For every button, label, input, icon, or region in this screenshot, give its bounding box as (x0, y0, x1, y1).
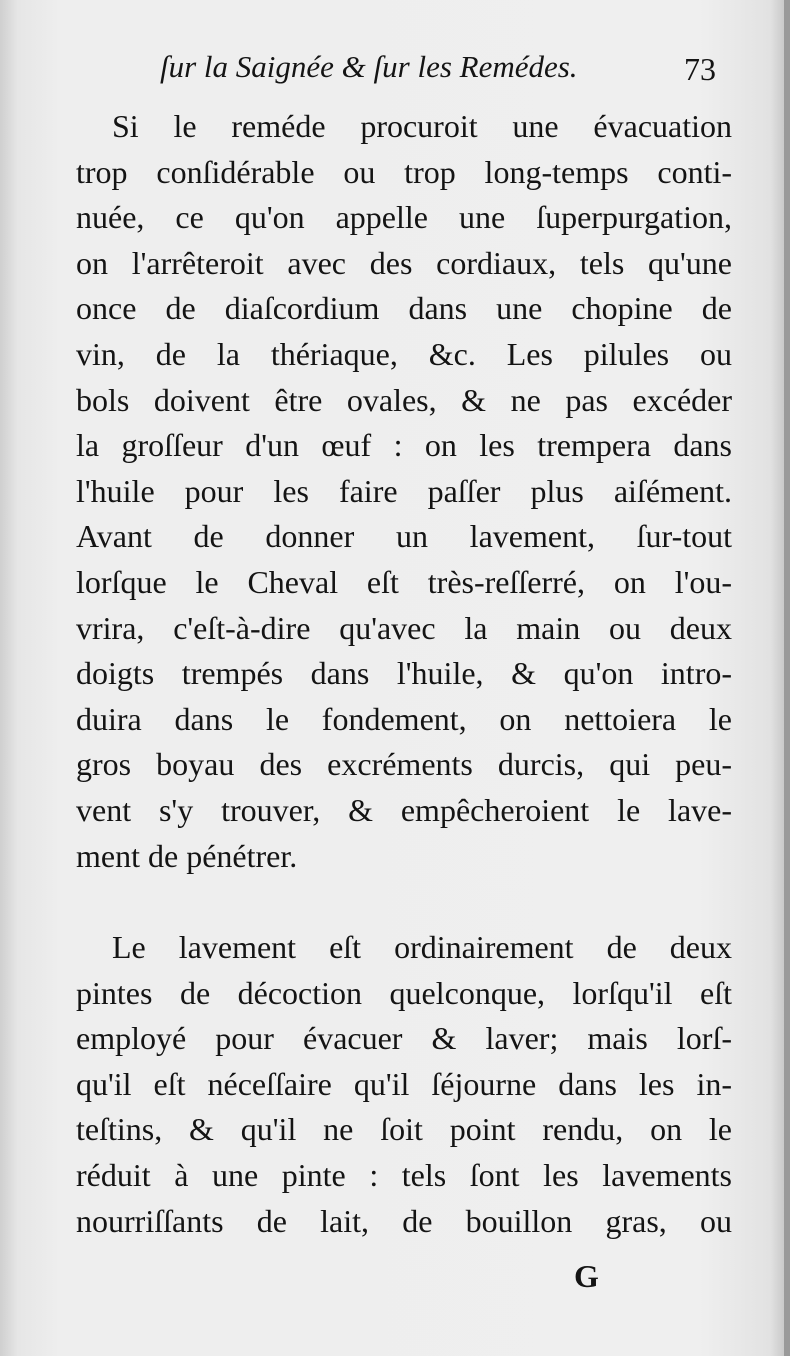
text-line: lorſque le Cheval eſt très-reſſerré, on l'ou- (76, 563, 732, 600)
text-line: trop conſidérable ou trop long-temps conti- (76, 153, 732, 190)
text-line: once de diaſcordium dans une chopine de (76, 290, 732, 327)
text-line: bols doivent être ovales, & ne pas excéder (76, 381, 732, 418)
text-line: duira dans le fondement, on nettoiera le (76, 700, 732, 737)
text-line: nourriſſants de lait, de bouillon gras, ou (76, 1202, 732, 1239)
text-line: Le lavement eſt ordinairement de deux (112, 929, 732, 965)
paragraph-1 (76, 104, 732, 879)
text-line: la groſſeur d'un œuf : on les trempera dans (76, 427, 732, 464)
text-line: réduit à une pinte : tels ſont les lavements (76, 1156, 732, 1193)
text-line: Avant de donner un lavement, ſur-tout (76, 518, 732, 555)
text-line: ment de pénétrer. (76, 837, 298, 874)
text-line: vent s'y trouver, & empêcheroient le lave- (76, 791, 732, 828)
page-number: 73 (684, 51, 716, 87)
text-line: qu'il eſt néceſſaire qu'il ſéjourne dans les in- (76, 1065, 732, 1102)
text-line: l'huile pour les faire paſſer plus aiſément. (76, 472, 732, 509)
text-line: employé pour évacuer & laver; mais lorſ- (76, 1020, 732, 1057)
text-line: pintes de décoction quelconque, lorſqu'il eſt (76, 974, 732, 1011)
signature-mark: G (574, 1258, 599, 1294)
paragraph-2 (76, 925, 732, 1244)
text-line: vrira, c'eſt-à-dire qu'avec la main ou deux (76, 609, 732, 646)
text-line: doigts trempés dans l'huile, & qu'on intro- (76, 655, 732, 692)
text-line: gros boyau des excréments durcis, qui peu- (76, 746, 732, 783)
running-head: ſur la Saignée & ſur les Remédes. (160, 49, 578, 84)
page-edge-shadow (784, 0, 790, 1356)
text-line: nuée, ce qu'on appelle une ſuperpurgation, (76, 199, 732, 236)
text-line: on l'arrêteroit avec des cordiaux, tels qu'une (76, 244, 732, 281)
text-line: Si le reméde procuroit une évacuation (112, 108, 732, 144)
text-line: teſtins, & qu'il ne ſoit point rendu, on le (76, 1111, 732, 1148)
text-line: vin, de la thériaque, &c. Les pilules ou (76, 335, 732, 372)
